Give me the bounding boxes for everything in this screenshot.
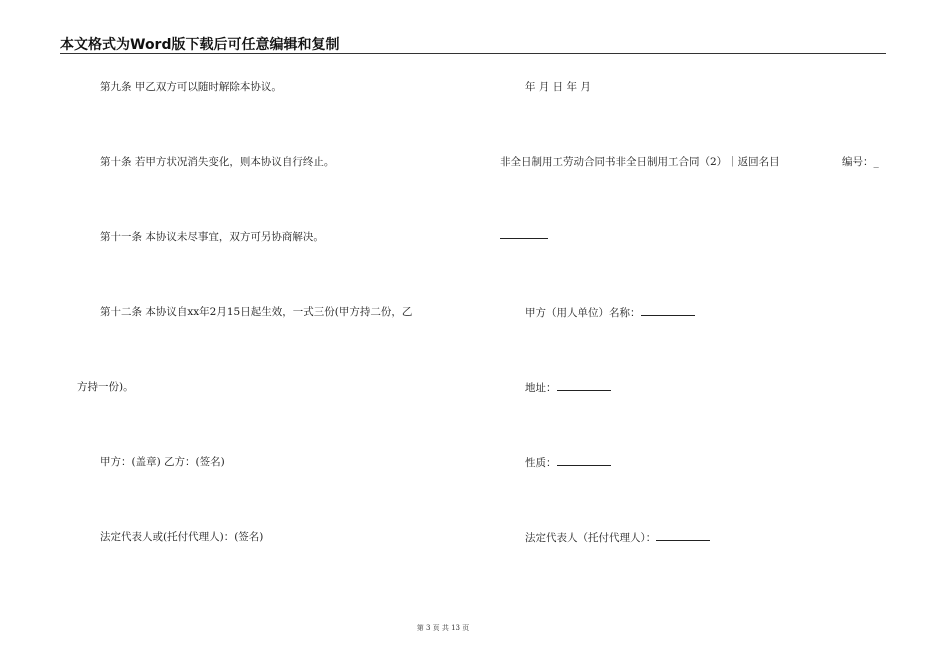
nature-blank: [557, 455, 611, 466]
article-9: 第九条 甲乙双方可以随时解除本协议。: [100, 81, 282, 93]
nature-label: 性质：: [525, 457, 557, 469]
article-12-line-2: 方持一份)。: [77, 381, 134, 393]
address-blank: [557, 380, 611, 391]
number-blank: [500, 228, 548, 243]
address-label: 地址：: [525, 382, 557, 394]
legal-representative-signature: 法定代表人或(托付代理人)：(签名): [100, 531, 264, 543]
number-blank-underline: [500, 228, 548, 239]
document-header-title: 本文格式为Word版下载后可任意编辑和复制: [60, 37, 340, 53]
party-a-name-field: [525, 305, 695, 320]
date-line: 年 月 日 年 月: [525, 81, 591, 93]
party-a-name-label: 甲方（用人单位）名称：: [525, 307, 641, 319]
legal-representative-label: 法定代表人（托付代理人）：: [525, 532, 657, 544]
article-10: 第十条 若甲方状况消失变化，则本协议自行终止。: [100, 156, 335, 168]
party-a-name-blank: [641, 305, 695, 316]
legal-representative-field: [525, 530, 710, 545]
article-11: 第十一条 本协议未尽事宜，双方可另协商解决。: [100, 231, 324, 243]
signature-line: 甲方：(盖章) 乙方：(签名): [100, 456, 225, 468]
nature-field: [525, 455, 611, 470]
number-label: 编号：_: [842, 156, 879, 168]
page-footer: 第 3 页 共 13 页: [416, 624, 470, 632]
article-12-line-1: 第十二条 本协议自xx年2月15日起生效，一式三份(甲方持二份，乙: [100, 306, 413, 318]
address-field: [525, 380, 611, 395]
header-divider: [60, 53, 886, 54]
legal-representative-blank: [656, 530, 710, 541]
contract-title: 非全日制用工劳动合同书非全日制用工合同（2）｜返回名目: [500, 156, 780, 168]
